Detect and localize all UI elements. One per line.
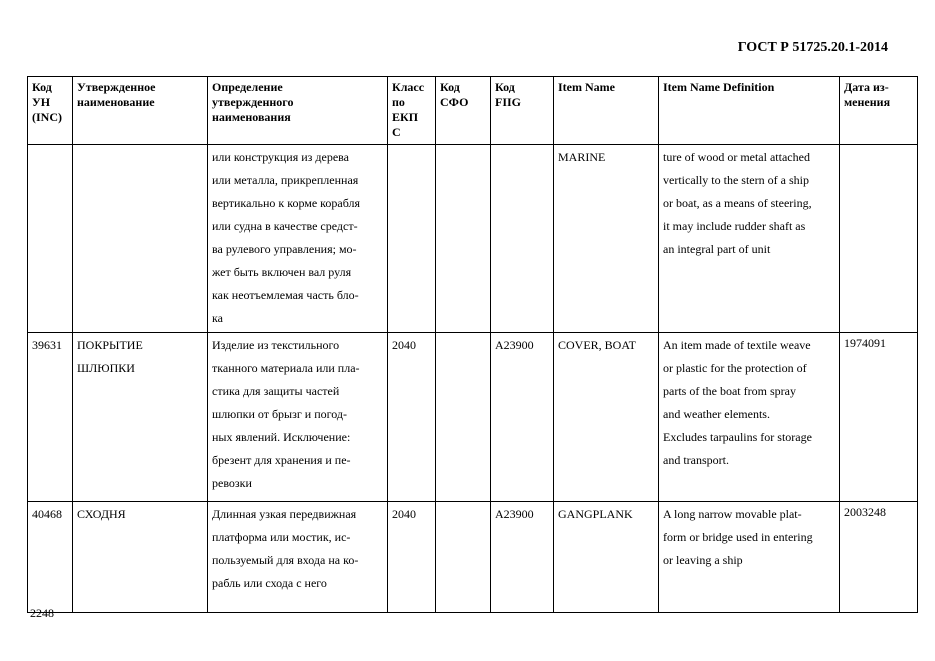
text-line: or leaving a ship: [663, 553, 743, 567]
cell-inc: 40468: [28, 502, 73, 613]
text-line: An item made of textile weave: [663, 338, 811, 352]
cell-definition: [208, 333, 388, 502]
text-line: ШЛЮПКИ: [77, 361, 135, 375]
text-line: С: [392, 125, 401, 139]
cell-fiig: [491, 145, 554, 333]
text-line: ва рулевого управления; мо-: [212, 242, 357, 256]
text-line: СХОДНЯ: [77, 507, 126, 521]
text-line: рабль или схода с него: [212, 576, 327, 590]
text-line: ture of wood or metal attached: [663, 150, 810, 164]
cell-sfo: [436, 333, 491, 502]
text-line: ЕКП: [392, 110, 419, 124]
text-line: пользуемый для входа на ко-: [212, 553, 359, 567]
text-line: вертикально к корме корабля: [212, 196, 361, 210]
cell-sfo: [436, 502, 491, 613]
cell-sfo: [436, 145, 491, 333]
cell-item-name-definition: [659, 333, 840, 502]
text-line: Изделие из текстильного: [212, 338, 340, 352]
text-line: Код: [495, 80, 515, 94]
text-line: Excludes tarpaulins for storage: [663, 430, 812, 444]
text-line: Дата из-: [844, 80, 889, 94]
text-line: parts of the boat from spray: [663, 384, 796, 398]
text-line: жет быть включен вал руля: [212, 265, 352, 279]
table-row: [28, 333, 918, 502]
header-inc: [28, 77, 73, 145]
page-number: 2248: [30, 606, 54, 620]
cell-class: 2040: [388, 502, 436, 613]
text-line: (INC): [32, 110, 62, 124]
text-line: and transport.: [663, 453, 729, 467]
text-line: или металла, прикрепленная: [212, 173, 359, 187]
cell-class: 2040: [388, 333, 436, 502]
text-line: наименования: [212, 110, 291, 124]
cell-inc: 39631: [28, 333, 73, 502]
text-line: утвержденного: [212, 95, 294, 109]
cell-fiig: A23900: [491, 333, 554, 502]
text-line: по: [392, 95, 405, 109]
cell-definition: [208, 145, 388, 333]
text-line: and weather elements.: [663, 407, 770, 421]
text-line: ревозки: [212, 476, 252, 490]
cell-item-name-definition: [659, 502, 840, 613]
text-line: брезент для хранения и пе-: [212, 453, 351, 467]
cell-fiig: A23900: [491, 502, 554, 613]
text-line: Item Name: [558, 80, 615, 94]
text-line: an integral part of unit: [663, 242, 771, 256]
cell-item-name: COVER, BOAT: [554, 333, 659, 502]
text-line: или судна в качестве средст-: [212, 219, 358, 233]
document-standard-number: ГОСТ Р 51725.20.1-2014: [737, 40, 888, 55]
text-line: A long narrow movable plat-: [663, 507, 802, 521]
table-header-row: [28, 77, 918, 145]
text-line: СФО: [440, 95, 469, 109]
text-line: Класс: [392, 80, 425, 94]
header-item-name-definition: [659, 77, 840, 145]
text-line: стика для защиты частей: [212, 384, 340, 398]
text-line: ка: [212, 311, 223, 325]
header-approved-name: [73, 77, 208, 145]
header-class: [388, 77, 436, 145]
cell-date: [840, 145, 918, 333]
text-line: как неотъемлемая часть бло-: [212, 288, 359, 302]
text-line: Утвержденное: [77, 80, 156, 94]
cell-definition: [208, 502, 388, 613]
text-line: Длинная узкая передвижная: [212, 507, 357, 521]
cell-item-name: MARINE: [554, 145, 659, 333]
table-row: [28, 145, 918, 333]
text-line: or plastic for the protection of: [663, 361, 807, 375]
table-row: [28, 502, 918, 613]
text-line: Определение: [212, 80, 283, 94]
cell-item-name: GANGPLANK: [554, 502, 659, 613]
text-line: Код: [32, 80, 52, 94]
cell-date: 1974091: [840, 333, 918, 502]
text-line: или конструкция из дерева: [212, 150, 349, 164]
text-line: шлюпки от брызг и погод-: [212, 407, 348, 421]
cell-date: 2003248: [840, 502, 918, 613]
text-line: тканного материала или пла-: [212, 361, 360, 375]
header-item-name: [554, 77, 659, 145]
header-definition: [208, 77, 388, 145]
header-fiig: [491, 77, 554, 145]
header-sfo: [436, 77, 491, 145]
text-line: платформа или мостик, ис-: [212, 530, 351, 544]
text-line: it may include rudder shaft as: [663, 219, 806, 233]
text-line: ных явлений. Исключение:: [212, 430, 351, 444]
cell-inc: [28, 145, 73, 333]
text-line: FIIG: [495, 95, 522, 109]
text-line: or boat, as a means of steering,: [663, 196, 812, 210]
text-line: Item Name Definition: [663, 80, 775, 94]
text-line: Код: [440, 80, 460, 94]
text-line: vertically to the stern of a ship: [663, 173, 809, 187]
text-line: ПОКРЫТИЕ: [77, 338, 143, 352]
cell-approved-name: [73, 145, 208, 333]
cell-class: [388, 145, 436, 333]
header-date: [840, 77, 918, 145]
cell-item-name-definition: [659, 145, 840, 333]
text-line: наименование: [77, 95, 155, 109]
cell-approved-name: [73, 502, 208, 613]
text-line: УН: [32, 95, 51, 109]
text-line: form or bridge used in entering: [663, 530, 813, 544]
cell-approved-name: [73, 333, 208, 502]
text-line: менения: [844, 95, 891, 109]
specification-table: [27, 76, 918, 613]
